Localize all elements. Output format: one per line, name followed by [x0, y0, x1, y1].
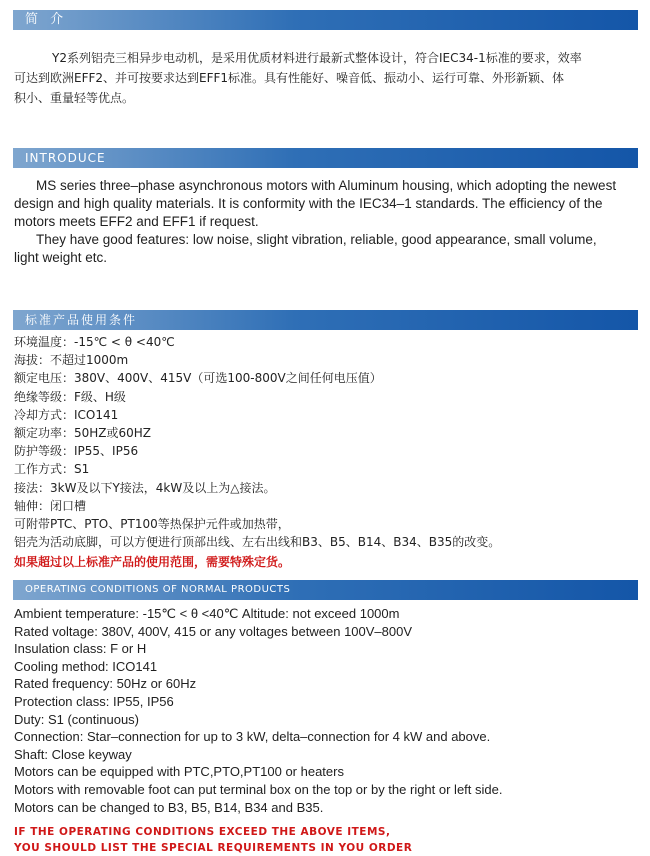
condition-item: 工作方式：S1: [14, 462, 90, 477]
text-line: light weight etc.: [14, 250, 108, 265]
operating-conditions-list: [14, 605, 640, 816]
section-title: 简 介: [25, 12, 68, 27]
condition-item: Rated frequency: 50Hz or 60Hz: [14, 676, 197, 692]
condition-item: Motors with removable foot can put terminal box on the top or by the right or left side.: [14, 781, 503, 797]
section-header-operating-conditions: [13, 580, 638, 600]
condition-item: Insulation class: F or H: [14, 641, 147, 657]
warning-line: YOU SHOULD LIST THE SPECIAL REQUIREMENTS IN YOU ORDER: [14, 842, 413, 854]
condition-item: Rated voltage: 380V, 400V, 415 or any voltages between 100V–800V: [14, 623, 413, 639]
condition-item: Connection: Star–connection for up to 3 kW, delta–connection for 4 kW and above.: [14, 729, 491, 745]
section-title: INTRODUCE: [25, 151, 106, 165]
condition-item: 接法：3kW及以下Y接法，4kW及以上为△接法。: [14, 480, 276, 495]
section-title: 标准产品使用条件: [25, 313, 138, 327]
text-line: 可达到欧洲EFF2、并可按要求达到EFF1标准。具有性能好、噪音低、振动小、运行可靠、外形新颖、体: [14, 71, 565, 85]
condition-item: 额定电压：380V、400V、415V（可选100-800V之间任何电压值）: [14, 371, 382, 386]
section-header-intro-zh: [13, 10, 638, 30]
text-line: Y2系列铝壳三相异步电动机，是采用优质材料进行最新式整体设计，符合IEC34-1标准的要求，效率: [52, 51, 582, 65]
special-requirements-warning-en: [14, 824, 640, 856]
text-line: design and high quality materials. It is conformity with the IEC34–1 standards. The efficiency of the: [14, 196, 603, 211]
condition-item: 海拔：不超过1000m: [14, 353, 129, 368]
introduce-paragraph: [14, 177, 640, 267]
condition-item: Protection class: IP55, IP56: [14, 693, 174, 709]
condition-item: 铝壳为活动底脚，可以方便进行顶部出线、左右出线和B3、B5、B14、B34、B35的改变。: [14, 535, 501, 550]
condition-item: 可附带PTC、PTO、PT100等热保护元件或加热带，: [14, 517, 290, 532]
section-header-introduce: [13, 148, 638, 168]
condition-item: Shaft: Close keyway: [14, 746, 132, 762]
condition-item: Cooling method: ICO141: [14, 658, 158, 674]
intro-zh-paragraph: [14, 48, 640, 108]
text-line: 积小、重量轻等优点。: [14, 91, 135, 105]
section-header-conditions-zh: [13, 310, 638, 330]
condition-item: 额定功率：50HZ或60HZ: [14, 426, 152, 441]
condition-item: 冷却方式：ICO141: [14, 407, 119, 422]
text-line: MS series three–phase asynchronous motors with Aluminum housing, which adopting the newest: [36, 178, 617, 193]
condition-item: 防护等级：IP55、IP56: [14, 444, 139, 459]
condition-item: Ambient temperature: -15℃ < θ <40℃ Altitude: not exceed 1000m: [14, 606, 400, 621]
text-line: motors meets EFF2 and EFF1 if request.: [14, 214, 259, 229]
condition-item: 绝缘等级：F级、H级: [14, 389, 126, 404]
condition-item: Motors can be equipped with PTC,PTO,PT100 or heaters: [14, 764, 344, 780]
conditions-zh-list: [14, 333, 640, 572]
section-title: OPERATING CONDITIONS OF NORMAL PRODUCTS: [25, 584, 291, 595]
warning-line: IF THE OPERATING CONDITIONS EXCEED THE ABOVE ITEMS,: [14, 826, 391, 838]
condition-item: 环境温度：-15℃ < θ <40℃: [14, 335, 175, 349]
text-line: They have good features: low noise, slight vibration, reliable, good appearance, small volume,: [36, 232, 597, 247]
condition-item: 轴伸：闭口槽: [14, 498, 87, 513]
condition-item: Duty: S1 (continuous): [14, 711, 140, 727]
condition-item: Motors can be changed to B3, B5, B14, B34 and B35.: [14, 799, 324, 815]
special-order-warning-zh: 如果超过以上标准产品的使用范围，需要特殊定货。: [14, 555, 291, 570]
